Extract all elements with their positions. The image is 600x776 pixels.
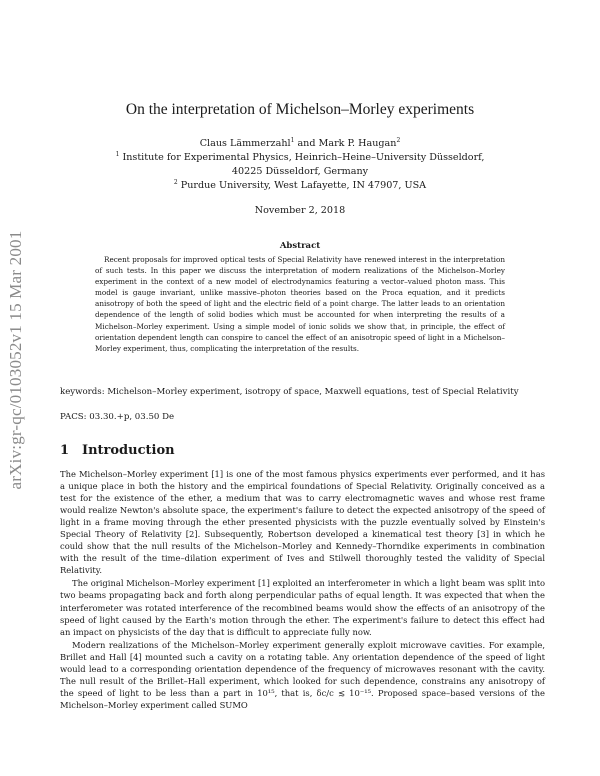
affiliation-2-mark: 2: [173, 179, 178, 186]
abstract-heading: Abstract: [279, 241, 321, 251]
introduction-body: [60, 468, 545, 712]
affiliation-1-line-2: 40225 Düsseldorf, Germany: [231, 166, 369, 177]
paper-date: November 2, 2018: [254, 205, 346, 216]
affiliation-2-text: Purdue University, West Lafayette, IN 47907, USA: [177, 180, 427, 191]
abstract-text: Recent proposals for improved optical tests of Special Relativity have renewed interest in the interpretation of such tests. In this paper we discuss the interpretation of modern realizations of the Michelson–Morley experiment in the context of a new model of electrodynamics featuring a vector–valued photon mass. This model is gauge invariant, unlike massive–photon theories based on the Proca equation, and it predicts anisotropy of both the speed of light and the electric field of a point charge. The latter leads to an orientation dependence of the length of solid bodies which must be accounted for when interpreting the results of a Michelson–Morley experiment. Using a simple model of ionic solids we show that, in principle, the effect of orientation dependent length can conspire to cancel the effect of an anisotropic speed of light in a Michelson–Morley experiment, thus, complicating the interpretation of the results.: [95, 255, 505, 353]
paragraph: Modern realizations of the Michelson–Morley experiment generally exploit microwave cavities. For example, Brillet and Hall [4] mounted such a cavity on a rotating table. Any orientation dependence of the speed of light would lead to a corresponding orientation dependence of the frequency of microwaves resonant with the cavity. The null result of the Brillet–Hall experiment, which looked for such dependence, constrains any anisotropy of the speed of light to be less than a part in 10¹⁵, that is, δc/c ≲ 10⁻¹⁵. Proposed space–based versions of the Michelson–Morley experiment called SUMO: [60, 639, 545, 710]
arxiv-identifier-stamp: arXiv:gr-qc/0103052v1 15 Mar 2001: [6, 230, 25, 490]
affiliation-1-mark: 1: [115, 151, 120, 158]
author-2-affiliation-mark: 2: [396, 137, 401, 144]
author-1: Claus Lämmerzahl: [199, 138, 291, 149]
section-number: 1: [60, 443, 70, 458]
keywords: keywords: Michelson–Morley experiment, isotropy of space, Maxwell equations, test of Special Relativity: [60, 387, 519, 397]
paper-title: On the interpretation of Michelson–Morley experiments: [125, 101, 475, 118]
author-1-affiliation-mark: 1: [290, 137, 295, 144]
author-line: [60, 138, 540, 149]
paragraph: The Michelson–Morley experiment [1] is one of the most famous physics experiments ever performed, and it has a unique place in both the history and the empirical foundations of Special Relativity. Originally conceived as a test for the existence of the ether, a medium that was to carry electromagnetic waves and whose rest frame would realize Newton's absolute space, the experiment's failure to detect the expected anisotropy of the speed of light in a frame moving through the ether presented physicists with the puzzle eventually solved by Einstein's Special Theory of Relativity [2]. Subsequently, Robertson developed a kinematical test theory [3] in which he could show that the null results of the Michelson–Morley and Kennedy–Thorndike experiments in combination with the result of the time–dilation experiment of Ives and Stilwell thoroughly tested the validity of Special Relativity.: [60, 469, 545, 576]
author-2: Mark P. Haugan: [318, 138, 397, 149]
author-connector: and: [294, 138, 319, 149]
affiliation-2-line: [60, 180, 540, 191]
affiliation-1-text: Institute for Experimental Physics, Heinrich–Heine–University Düsseldorf,: [119, 152, 485, 163]
pacs-codes: PACS: 03.30.+p, 03.50 De: [60, 412, 175, 422]
section-title: Introduction: [82, 443, 175, 458]
section-heading-introduction: [60, 443, 175, 458]
paragraph: The original Michelson–Morley experiment [1] exploited an interferometer in which a light beam was split into two beams propagating back and forth along perpendicular paths of equal length. It was expected that when the interferometer was rotated interference of the recombined beams would show the effects of an anisotropy of the speed of light caused by the Earth's motion through the ether. The experiment's failure to detect this effect had an impact on physicists of the day that is difficult to appreciate fully now.: [60, 578, 545, 637]
affiliation-1-line-1: [60, 152, 540, 163]
